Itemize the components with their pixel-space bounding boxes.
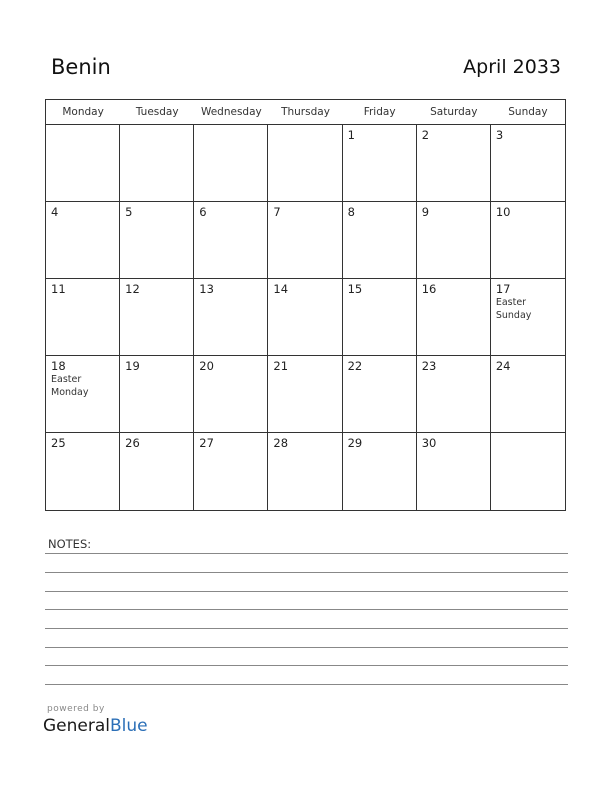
day-cell — [417, 279, 491, 356]
day-cell — [268, 202, 342, 279]
day-number: 29 — [347, 436, 363, 450]
holiday-label: Easter — [495, 297, 527, 308]
day-number: 5 — [125, 205, 133, 219]
day-number: 23 — [421, 359, 437, 373]
day-cell — [343, 279, 417, 356]
day-cell — [46, 356, 120, 433]
weekday-header — [46, 100, 565, 125]
day-cell — [268, 433, 342, 510]
day-cell — [343, 125, 417, 202]
day-cell — [120, 433, 194, 510]
day-cell — [491, 202, 565, 279]
day-number: 4 — [51, 205, 59, 219]
day-cell — [120, 279, 194, 356]
day-number: 22 — [347, 359, 363, 373]
day-cell — [343, 433, 417, 510]
day-cell — [46, 279, 120, 356]
day-number: 8 — [347, 205, 355, 219]
day-cell — [194, 433, 268, 510]
day-number: 6 — [199, 205, 207, 219]
notes-line — [45, 684, 568, 685]
day-number: 30 — [421, 436, 437, 450]
notes-line — [45, 553, 568, 554]
day-number: 9 — [421, 205, 430, 219]
day-number: 7 — [273, 205, 281, 219]
day-cell — [120, 125, 194, 202]
day-cell — [194, 202, 268, 279]
weekday-label: Tuesday — [135, 106, 179, 118]
day-cell — [268, 125, 342, 202]
day-cell — [194, 356, 268, 433]
holiday-label: Sunday — [495, 310, 532, 321]
day-cell — [46, 433, 120, 510]
day-number: 24 — [495, 359, 511, 373]
day-cell — [46, 202, 120, 279]
day-number: 26 — [125, 436, 140, 450]
day-number: 3 — [495, 128, 504, 142]
brand-logo — [43, 716, 148, 736]
day-cell — [46, 125, 120, 202]
day-cell — [417, 202, 491, 279]
weekday-label: Friday — [363, 106, 396, 118]
day-cell — [417, 125, 491, 202]
day-cell — [268, 279, 342, 356]
weekday-label: Monday — [62, 106, 104, 118]
day-cell — [417, 433, 491, 510]
day-number: 11 — [51, 282, 66, 296]
day-cell — [491, 125, 565, 202]
notes-line — [45, 628, 568, 629]
day-number: 16 — [421, 282, 437, 296]
day-cell — [120, 356, 194, 433]
brand-blue: Blue — [110, 716, 148, 736]
day-cell — [268, 356, 342, 433]
brand-general: General — [43, 716, 110, 736]
day-number: 20 — [199, 359, 214, 373]
notes-line — [45, 665, 568, 666]
day-number: 15 — [347, 282, 363, 296]
day-number: 21 — [273, 359, 289, 373]
notes-line — [45, 572, 568, 573]
day-cell — [491, 356, 565, 433]
weekday-label: Saturday — [430, 106, 478, 118]
weekday-label: Thursday — [281, 106, 330, 118]
notes-label: NOTES: — [48, 537, 92, 551]
month-title: April 2033 — [463, 56, 561, 78]
notes-line — [45, 647, 568, 648]
day-cell — [417, 356, 491, 433]
day-number: 19 — [125, 359, 140, 373]
day-number: 2 — [421, 128, 430, 142]
holiday-label: Monday — [51, 387, 89, 398]
day-number: 25 — [51, 436, 66, 450]
day-cell — [194, 125, 268, 202]
notes-line — [45, 609, 568, 610]
day-number: 13 — [199, 282, 214, 296]
day-number: 1 — [347, 128, 355, 142]
day-number: 18 — [51, 359, 66, 373]
day-number: 28 — [273, 436, 289, 450]
weekday-label: Wednesday — [200, 106, 262, 118]
day-number: 14 — [273, 282, 289, 296]
day-number: 27 — [199, 436, 214, 450]
country-title: Benin — [51, 55, 111, 79]
notes-line — [45, 591, 568, 592]
day-number: 12 — [125, 282, 140, 296]
day-cell — [343, 202, 417, 279]
holiday-label: Easter — [51, 374, 82, 385]
day-grid — [46, 125, 565, 510]
powered-by-text: powered by — [47, 704, 105, 714]
calendar-grid — [45, 99, 566, 511]
day-cell — [343, 356, 417, 433]
day-number: 10 — [495, 205, 511, 219]
day-cell — [194, 279, 268, 356]
weekday-label: Sunday — [508, 106, 548, 118]
day-number: 17 — [495, 282, 511, 296]
day-cell — [120, 202, 194, 279]
day-cell — [491, 279, 565, 356]
day-cell — [491, 433, 565, 510]
